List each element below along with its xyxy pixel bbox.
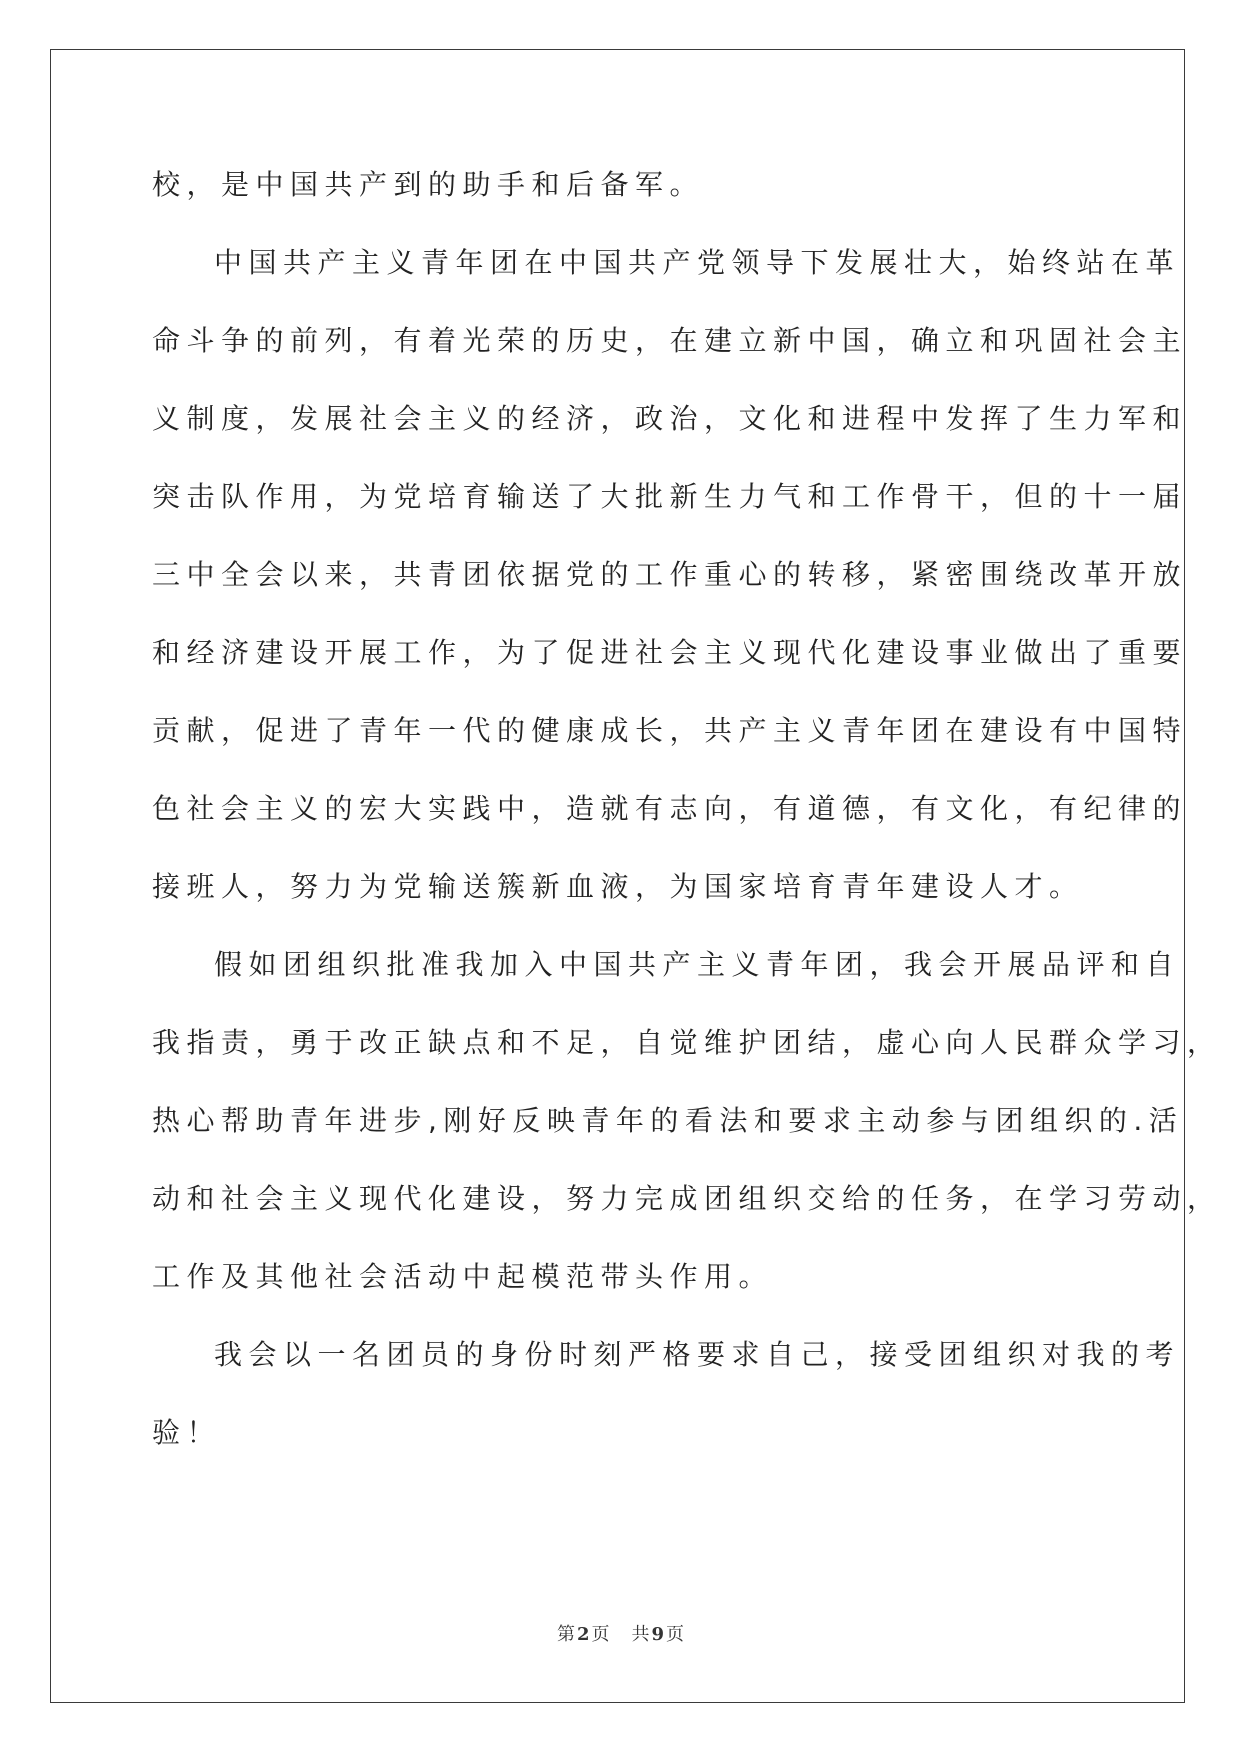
text-line: 突击队作用，为党培育输送了大批新生力气和工作骨干，但的十一届 [152,480,1188,513]
text-line: 动和社会主义现代化建设，努力完成团组织交给的任务，在学习劳动， [152,1182,1222,1215]
paragraph-start-line: 假如团组织批准我加入中国共产主义青年团，我会开展品评和自 [214,948,1181,981]
paragraph-start-line: 我会以一名团员的身份时刻严格要求自己，接受团组织对我的考 [214,1338,1181,1371]
text-line: 接班人，努力为党输送簇新血液，为国家培育青年建设人才。 [152,870,1084,903]
text-line: 三中全会以来，共青团依据党的工作重心的转移，紧密围绕改革开放 [152,558,1188,591]
current-page-number: 2 [576,1624,590,1645]
text-line: 我指责，勇于改正缺点和不足，自觉维护团结，虚心向人民群众学习， [152,1026,1222,1059]
text-line: 贡献，促进了青年一代的健康成长，共产主义青年团在建设有中国特 [152,714,1188,747]
paragraph-start-line: 中国共产主义青年团在中国共产党领导下发展壮大，始终站在革 [214,246,1181,279]
page-prefix: 第 [556,1624,575,1645]
total-prefix: 共 [631,1624,650,1645]
text-line: 义制度，发展社会主义的经济，政治，文化和进程中发挥了生力军和 [152,402,1188,435]
total-suffix: 页 [666,1624,685,1645]
page-footer [0,1620,1241,1646]
text-line: 和经济建设开展工作，为了促进社会主义现代化建设事业做出了重要 [152,636,1188,669]
text-line: 命斗争的前列，有着光荣的历史，在建立新中国，确立和巩固社会主 [152,324,1188,357]
document-body [152,160,1222,1486]
text-line: 校，是中国共产到的助手和后备军。 [152,168,705,201]
text-line: 工作及其他社会活动中起模范带头作用。 [152,1260,774,1293]
text-line: 验！ [152,1416,222,1449]
page-suffix: 页 [591,1624,610,1645]
total-pages-number: 9 [651,1624,665,1645]
text-line: 热心帮助青年进步,刚好反映青年的看法和要求主动参与团组织的.活 [152,1104,1184,1137]
text-line: 色社会主义的宏大实践中，造就有志向，有道德，有文化，有纪律的 [152,792,1188,825]
